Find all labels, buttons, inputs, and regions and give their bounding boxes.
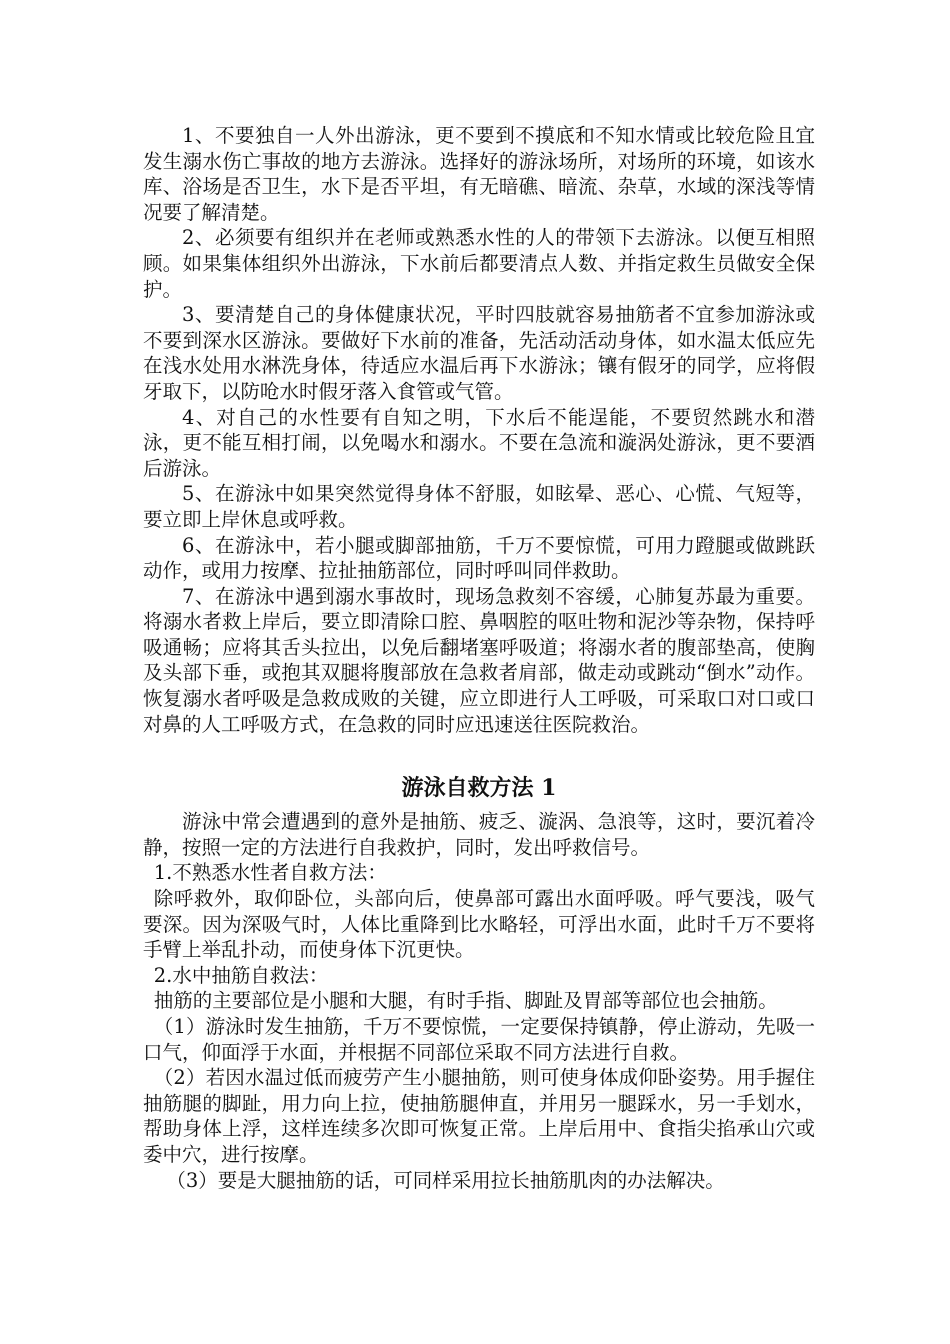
subsection-text-2: 抽筋的主要部位是小腿和大腿，有时手指、脚趾及胃部等部位也会抽筋。 (153, 989, 778, 1013)
rule-paragraph-1: 1、不要独自一人外出游泳，更不要到不摸底和不知水情或比较危险且宜发生溺水伤亡事故的地方去游泳。选择好的游泳场所，对场所的环境，如该水库、浴场是否卫生，水下是否平坦，有无暗礁、暗流、杂草，水域的深浅等情况要了解清楚。 (143, 124, 815, 224)
intro-paragraph: 游泳中常会遭遇到的意外是抽筋、疲乏、漩涡、急浪等，这时，要沉着冷静，按照一定的方法进行自我救护，同时，发出呼救信号。 (143, 810, 815, 859)
subsection-heading-2: 2.水中抽筋自救法： (153, 963, 329, 987)
document-page (143, 123, 815, 1193)
section-heading: 游泳自救方法 1 (401, 775, 557, 802)
subsection-text-1: 除呼救外，取仰卧位，头部向后，使鼻部可露出水面呼吸。呼气要浅，吸气要深。因为深吸气时，人体比重降到比水略轻，可浮出水面，此时千万不要将手臂上举乱扑动，而使身体下沉更快。 (143, 887, 815, 962)
rule-paragraph-7: 7、在游泳中遇到溺水事故时，现场急救刻不容缓，心肺复苏最为重要。将溺水者救上岸后，要立即清除口腔、鼻咽腔的呕吐物和泥沙等杂物，保持呼吸通畅；应将其舌头拉出，以免后翻堵塞呼吸道；将溺水者的腹部垫高，使胸及头部下垂，或抱其双腿将腹部放在急救者肩部，做走动或跳动“倒水”动作。恢复溺水者呼吸是急救成败的关键，应立即进行人工呼吸，可采取口对口或口对鼻的人工呼吸方式，在急救的同时应迅速送往医院救治。 (143, 584, 815, 736)
rule-paragraph-6: 6、在游泳中，若小腿或脚部抽筋，千万不要惊慌，可用力蹬腿或做跳跃动作，或用力按摩、拉扯抽筋部位，同时呼叫同伴救助。 (143, 533, 815, 583)
rule-paragraph-4: 4、对自己的水性要有自知之明，下水后不能逞能，不要贸然跳水和潜泳，更不能互相打闹，以免喝水和溺水。不要在急流和漩涡处游泳，更不要酒后游泳。 (143, 405, 815, 480)
list-item: （1）游泳时发生抽筋，千万不要惊慌，一定要保持镇静，停止游动，先吸一口气，仰面浮于水面，并根据不同部位采取不同方法进行自救。 (143, 1015, 815, 1064)
list-item: （3）要是大腿抽筋的话，可同样采用拉长抽筋肌肉的办法解决。 (166, 1168, 725, 1192)
subsection-heading-1: 1.不熟悉水性者自救方法： (153, 861, 387, 885)
safety-rules-section (143, 123, 815, 737)
self-rescue-section (143, 773, 815, 1193)
rule-paragraph-3: 3、要清楚自己的身体健康状况，平时四肢就容易抽筋者不宜参加游泳或不要到深水区游泳。要做好下水前的准备，先活动活动身体，如水温太低应先在浅水处用水淋洗身体，待适应水温后再下水游泳；镶有假牙的同学，应将假牙取下，以防呛水时假牙落入食管或气管。 (143, 303, 815, 403)
rule-paragraph-5: 5、在游泳中如果突然觉得身体不舒服，如眩晕、恶心、心慌、气短等，要立即上岸休息或呼救。 (143, 482, 815, 531)
list-item: （2）若因水温过低而疲劳产生小腿抽筋，则可使身体成仰卧姿势。用手握住抽筋腿的脚趾，用力向上拉，使抽筋腿伸直，并用另一腿踩水，另一手划水，帮助身体上浮，这样连续多次即可恢复正常。上岸后用中、食指尖掐承山穴或委中穴，进行按摩。 (143, 1066, 815, 1166)
rule-paragraph-2: 2、必须要有组织并在老师或熟悉水性的人的带领下去游泳。以便互相照顾。如果集体组织外出游泳，下水前后都要清点人数、并指定救生员做安全保护。 (143, 226, 815, 301)
